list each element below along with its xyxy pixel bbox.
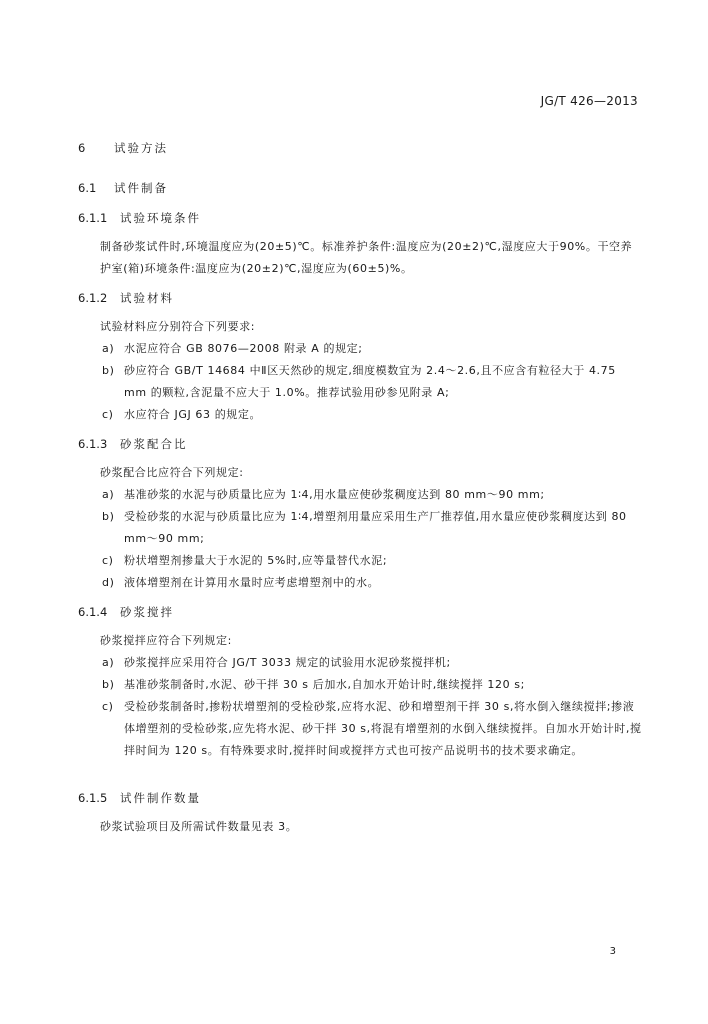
- list-item: [102, 404, 642, 426]
- section-6-1-1-heading: [78, 210, 201, 226]
- section-6-1-heading: [78, 180, 168, 196]
- list-text: 基准砂浆制备时,水泥、砂干拌 30 s 后加水,自加水开始计时,继续搅拌 120 s;: [124, 678, 525, 691]
- section-number: 6.1.2: [78, 291, 108, 305]
- list-marker: b): [102, 364, 115, 377]
- list-text: 受检砂浆的水泥与砂质量比应为 1∶4,增塑剂用量应采用生产厂推荐值,用水量应使砂浆稠度达到 80 mm～90 mm;: [124, 510, 627, 545]
- list-item: [102, 696, 642, 762]
- paragraph-mix-intro: 砂浆配合比应符合下列规定:: [100, 466, 244, 479]
- paragraph-materials-intro: 试验材料应分别符合下列要求:: [100, 320, 256, 333]
- list-marker: b): [102, 678, 115, 691]
- section-6-1-2-heading: [78, 290, 174, 306]
- section-title: 试验材料: [120, 291, 174, 305]
- section-number: 6.1.1: [78, 211, 108, 225]
- list-item: [102, 550, 642, 572]
- list-text: 水应符合 JGJ 63 的规定。: [124, 408, 262, 421]
- list-marker: a): [102, 342, 115, 355]
- section-6-1-5-heading: [78, 790, 201, 806]
- list-marker: c): [102, 554, 114, 567]
- list-text: 砂应符合 GB/T 14684 中Ⅱ区天然砂的规定,细度模数宜为 2.4～2.6,且不应含有粒径大于 4.75 mm 的颗粒,含泥量不应大于 1.0%。推荐试验用砂参见附录 A;: [124, 364, 616, 399]
- list-item: [102, 484, 642, 506]
- section-title: 砂浆搅拌: [120, 605, 174, 619]
- standard-code: JG/T 426—2013: [540, 94, 638, 108]
- paragraph-environment: 制备砂浆试件时,环境温度应为(20±5)℃。标准养护条件:温度应为(20±2)℃,湿度应大于90%。干空养护室(箱)环境条件:温度应为(20±2)℃,湿度应为(60±5)%。: [100, 240, 633, 275]
- page-number: 3: [609, 946, 616, 957]
- list-text: 受检砂浆制备时,掺粉状增塑剂的受检砂浆,应将水泥、砂和增塑剂干拌 30 s,将水倒入继续搅拌;掺液体增塑剂的受检砂浆,应先将水泥、砂干拌 30 s,将混有增塑剂的水倒入继续搅拌。自加水开始计时,搅拌时间为 120 s。有特殊要求时,搅拌时间或搅拌方式也可按产品说明书的技术要求确定。: [124, 700, 642, 757]
- paragraph-specimen-count: 砂浆试验项目及所需试件数量见表 3。: [100, 820, 298, 833]
- list-text: 粉状增塑剂掺量大于水泥的 5%时,应等量替代水泥;: [124, 554, 388, 567]
- list-text: 砂浆搅拌应采用符合 JG/T 3033 规定的试验用水泥砂浆搅拌机;: [124, 656, 451, 669]
- paragraph-mixing-intro: 砂浆搅拌应符合下列规定:: [100, 634, 232, 647]
- section-title: 试件制作数量: [120, 791, 201, 805]
- list-marker: a): [102, 488, 115, 501]
- list-marker: d): [102, 576, 115, 589]
- section-title: 试件制备: [114, 181, 168, 195]
- list-text: 基准砂浆的水泥与砂质量比应为 1∶4,用水量应使砂浆稠度达到 80 mm～90 mm;: [124, 488, 545, 501]
- section-title: 试验方法: [114, 141, 168, 155]
- list-item: [102, 506, 642, 550]
- list-marker: c): [102, 408, 114, 421]
- section-number: 6.1.5: [78, 791, 108, 805]
- list-marker: a): [102, 656, 115, 669]
- list-text: 水泥应符合 GB 8076—2008 附录 A 的规定;: [124, 342, 363, 355]
- section-number: 6.1: [78, 181, 97, 195]
- list-marker: c): [102, 700, 114, 713]
- list-item: [102, 572, 642, 594]
- list-text: 液体增塑剂在计算用水量时应考虑增塑剂中的水。: [124, 576, 380, 589]
- list-item: [102, 652, 642, 674]
- list-item: [102, 360, 642, 404]
- list-item: [102, 338, 642, 360]
- section-title: 试验环境条件: [120, 211, 201, 225]
- section-title: 砂浆配合比: [120, 437, 188, 451]
- section-number: 6.1.4: [78, 605, 108, 619]
- list-marker: b): [102, 510, 115, 523]
- section-6-heading: [78, 140, 168, 156]
- section-number: 6: [78, 141, 86, 155]
- section-number: 6.1.3: [78, 437, 108, 451]
- list-item: [102, 674, 642, 696]
- section-6-1-4-heading: [78, 604, 174, 620]
- section-6-1-3-heading: [78, 436, 188, 452]
